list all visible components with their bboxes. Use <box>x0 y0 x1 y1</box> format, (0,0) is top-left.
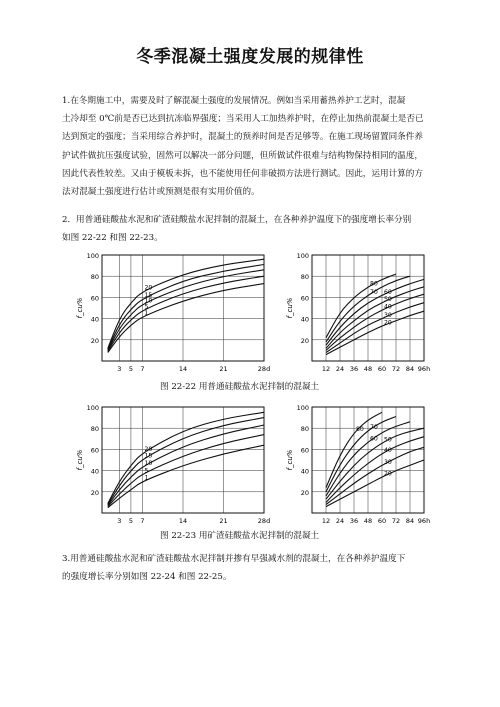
x-tick-label: 24 <box>335 517 345 525</box>
x-tick-label: 3 <box>117 517 122 525</box>
y-tick-label: 40 <box>300 467 309 476</box>
y-tick-label: 20 <box>300 488 309 497</box>
figure-caption-22-22: 图 22-22 用普通硅酸盐水泥拌制的混凝土 <box>160 382 320 392</box>
y-tick-label: 20 <box>90 336 99 345</box>
series-label: 1 <box>144 474 149 482</box>
paragraph-line: 达到预定的强度；当采用综合养护时，混凝土的预养时间是否足够等。在施工现场留置同条件养 <box>62 132 423 143</box>
series-line <box>108 284 264 353</box>
paragraph-line: 的强度增长率分别如图 22-24 和图 22-25。 <box>62 572 232 583</box>
series-line <box>108 259 264 348</box>
x-tick-label: 96h <box>417 517 431 525</box>
page-title: 冬季混凝土强度发展的规律性 <box>136 47 364 67</box>
series-line <box>108 265 264 350</box>
x-tick-label: 14 <box>178 365 188 373</box>
x-tick-label: 60 <box>377 365 387 373</box>
x-tick-label: 28d <box>257 517 271 525</box>
series-label: 10 <box>144 297 153 305</box>
y-tick-label: 60 <box>300 294 309 303</box>
x-tick-label: 48 <box>363 517 373 525</box>
paragraph-line: 如图 22-22 和图 22-23。 <box>62 233 163 244</box>
y-tick-label: 60 <box>90 446 99 455</box>
x-tick-label: 12 <box>321 517 331 525</box>
y-tick-label: 80 <box>300 273 309 282</box>
chart-22-23-days <box>72 399 272 531</box>
series-label: 20 <box>144 284 153 292</box>
paragraph-2 <box>62 211 447 247</box>
series-label: 30 <box>384 312 392 320</box>
paragraph-line: 护试件做抗压强度试验，固然可以解决一部分问题，但所做试件很难与结构物保持相同的温度， <box>62 150 423 161</box>
paragraph-line: 法对混凝土强度进行估计或预测是很有实用价值的。 <box>62 187 260 198</box>
y-tick-label: 20 <box>300 336 309 345</box>
x-tick-label: 5 <box>128 365 133 373</box>
y-tick-label: 20 <box>90 488 99 497</box>
x-tick-label: 72 <box>391 365 401 373</box>
x-tick-label: 7 <box>140 365 145 373</box>
x-tick-label: 5 <box>128 517 133 525</box>
x-tick-label: 21 <box>219 365 228 373</box>
x-tick-label: 84 <box>405 365 415 373</box>
y-tick-label: 80 <box>90 425 99 434</box>
x-tick-label: 3 <box>117 365 122 373</box>
series-label: 40 <box>384 303 392 311</box>
x-tick-label: 14 <box>178 517 188 525</box>
series-line <box>108 270 264 351</box>
series-label: 5 <box>144 303 149 311</box>
y-tick-label: 40 <box>90 467 99 476</box>
series-label: 50 <box>384 436 392 444</box>
x-tick-label: 48 <box>363 365 373 373</box>
series-line <box>326 287 424 349</box>
paragraph-line: 土冷却至 0℃前是否已达到抗冻临界强度；当采用人工加热养护时，在停止加热前混凝土是否已 <box>62 114 424 125</box>
series-label: 20 <box>384 470 392 478</box>
series-label: 80 <box>356 425 364 433</box>
series-label: 15 <box>144 452 153 460</box>
series-label: 70 <box>370 288 378 296</box>
paragraph-line: 因此代表性较差。又由于模板未拆，也不能使用任何非破损方法进行测试。因此，运用计算的方 <box>62 168 423 179</box>
x-tick-label: 84 <box>405 517 415 525</box>
series-label: 60 <box>370 435 378 443</box>
series-label: 50 <box>384 296 392 304</box>
series-label: 80 <box>370 280 378 288</box>
series-label: 40 <box>384 447 392 455</box>
series-label: 20 <box>384 319 392 327</box>
series-label: 10 <box>144 459 153 467</box>
y-tick-label: 100 <box>86 252 99 260</box>
series-line <box>326 460 424 507</box>
series-label: 5 <box>144 467 149 475</box>
x-tick-label: 60 <box>377 517 387 525</box>
y-tick-label: 100 <box>86 404 99 412</box>
y-axis-label: f_cu% <box>286 297 294 319</box>
y-tick-label: 40 <box>90 315 99 324</box>
x-tick-label: 12 <box>321 365 331 373</box>
paragraph-3 <box>62 550 447 586</box>
x-tick-label: 24 <box>335 365 345 373</box>
y-tick-label: 80 <box>300 425 309 434</box>
series-label: 70 <box>370 423 378 431</box>
y-axis-label: f_cu% <box>286 449 294 471</box>
y-tick-label: 100 <box>296 404 309 412</box>
x-tick-label: 36 <box>349 365 359 373</box>
y-tick-label: 80 <box>90 273 99 282</box>
y-tick-label: 100 <box>296 252 309 260</box>
paragraph-line: 1.在冬期施工中，需要及时了解混凝土强度的发展情况。例如当采用蓄热养护工艺时，混凝 <box>62 96 406 106</box>
series-label: 30 <box>384 458 392 466</box>
chart-22-22-hours <box>282 247 432 379</box>
paragraph-line: 2．用普通硅酸盐水泥和矿渣硅酸盐水泥拌制的混凝土，在各种养护温度下的强度增长率分别 <box>62 215 412 225</box>
x-tick-label: 72 <box>391 517 401 525</box>
y-axis-label: f_cu% <box>76 297 84 319</box>
chart-22-22-days <box>72 247 272 379</box>
series-line <box>326 447 424 504</box>
y-tick-label: 60 <box>90 294 99 303</box>
y-tick-label: 60 <box>300 446 309 455</box>
x-tick-label: 28d <box>257 365 271 373</box>
series-label: 1 <box>144 309 149 317</box>
x-tick-label: 36 <box>349 517 359 525</box>
figure-caption-22-23: 图 22-23 用矿渣硅酸盐水泥拌制的混凝土 <box>160 531 320 541</box>
x-tick-label: 7 <box>140 517 145 525</box>
series-label: 20 <box>144 446 153 454</box>
paragraph-line: 3.用普通硅酸盐水泥和矿渣硅酸盐水泥拌制并掺有早强减水剂的混凝土，在各种养护温度下 <box>62 554 406 564</box>
x-tick-label: 21 <box>219 517 228 525</box>
series-label: 60 <box>384 288 392 296</box>
y-tick-label: 40 <box>300 315 309 324</box>
paragraph-1 <box>62 92 447 201</box>
y-axis-label: f_cu% <box>76 449 84 471</box>
series-label: 15 <box>144 291 153 299</box>
x-tick-label: 96h <box>417 365 431 373</box>
chart-22-23-hours <box>282 399 432 531</box>
